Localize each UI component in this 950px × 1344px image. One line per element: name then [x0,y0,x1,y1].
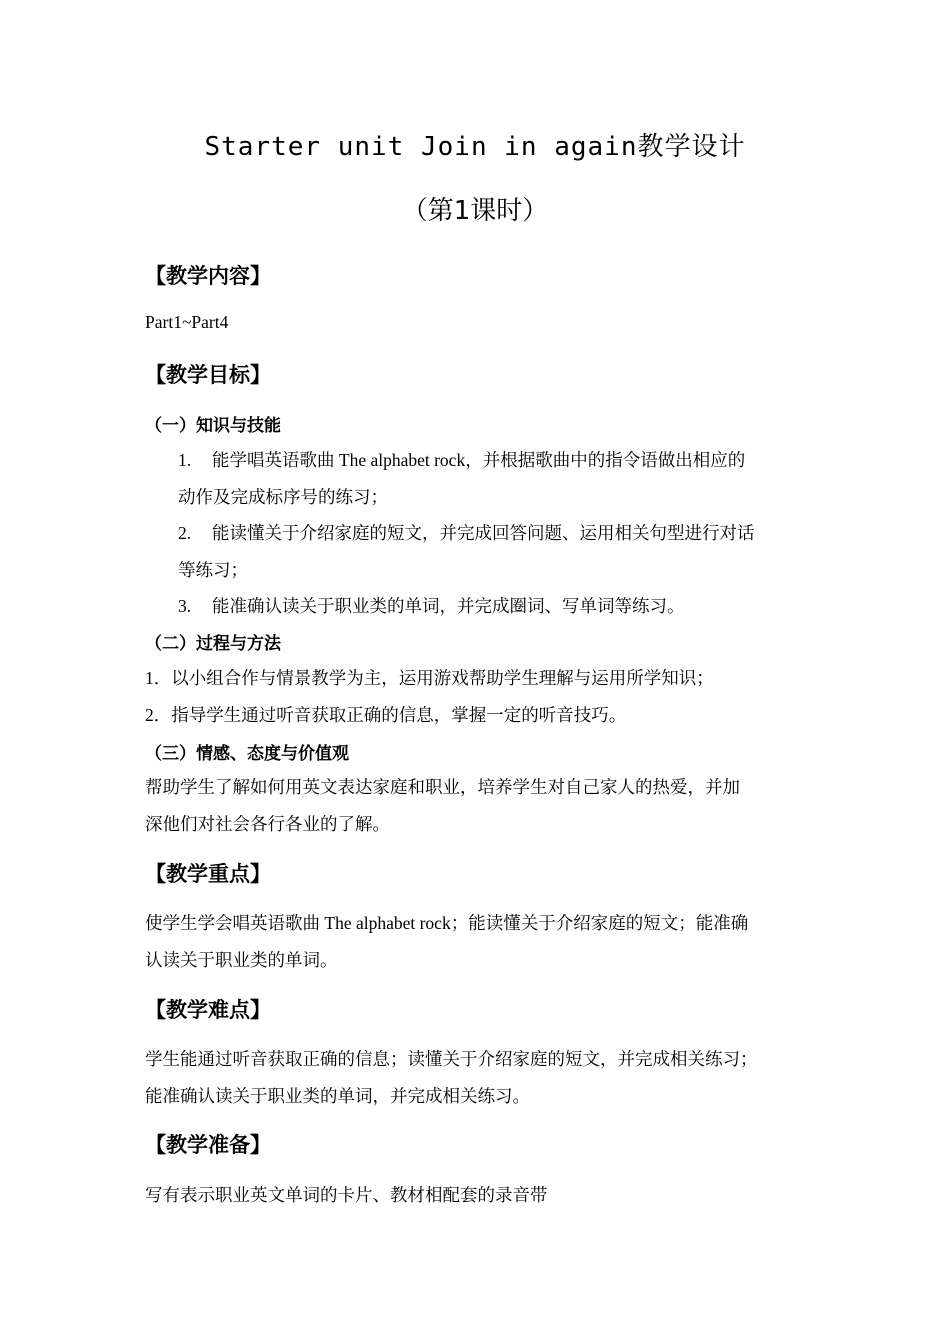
emotion-text-line1: 帮助学生了解如何用英文表达家庭和职业，培养学生对自己家人的热爱，并加 [145,777,740,797]
objective-item-1-line2: 动作及完成标序号的练习； [178,487,388,507]
emotion-text-line2: 深他们对社会各行各业的了解。 [145,814,390,834]
key-points-heading: 【教学重点】 [145,862,271,886]
document-subtitle: （第1课时） [401,196,549,226]
objective-item-3-line1: 能准确认读关于职业类的单词，并完成圈词、写单词等练习。 [212,596,685,616]
objective-item-2 [178,520,755,545]
objectives-sub-knowledge: （一）知识与技能 [145,416,281,436]
objectives-sub-process: （二）过程与方法 [145,634,281,654]
content-text: Part1~Part4 [145,312,229,332]
objective-item-1-number: 1. [178,450,192,470]
key-points-line2: 认读关于职业类的单词。 [145,950,338,970]
key-points-line1: 使学生学会唱英语歌曲 The alphabet rock；能读懂关于介绍家庭的短文；能准确 [145,913,749,933]
objective-item-3-number: 3. [178,596,192,616]
content-heading: 【教学内容】 [145,264,271,288]
difficulties-line1: 学生能通过听音获取正确的信息；读懂关于介绍家庭的短文，并完成相关练习； [145,1049,758,1069]
objective-item-2-line1: 能读懂关于介绍家庭的短文，并完成回答问题、运用相关句型进行对话 [212,523,755,543]
objective-item-3 [178,593,685,618]
objectives-sub-emotion: （三）情感、态度与价值观 [145,744,349,764]
objective-item-2-line2: 等练习； [178,560,248,580]
difficulties-heading: 【教学难点】 [145,998,271,1022]
difficulties-line2: 能准确认读关于职业类的单词，并完成相关练习。 [145,1086,530,1106]
objective-item-2-number: 2. [178,523,192,543]
document-title: Starter unit Join in again教学设计 [204,132,746,162]
preparation-heading: 【教学准备】 [145,1133,271,1157]
objective-item-1-line1: 能学唱英语歌曲 The alphabet rock，并根据歌曲中的指令语做出相应的 [212,450,746,470]
objective-item-1 [178,447,745,472]
process-item-2: 2．指导学生通过听音获取正确的信息，掌握一定的听音技巧。 [145,705,627,725]
process-item-1: 1．以小组合作与情景教学为主，运用游戏帮助学生理解与运用所学知识； [145,668,714,688]
preparation-text: 写有表示职业英文单词的卡片、教材相配套的录音带 [145,1185,548,1205]
objectives-heading: 【教学目标】 [145,363,271,387]
